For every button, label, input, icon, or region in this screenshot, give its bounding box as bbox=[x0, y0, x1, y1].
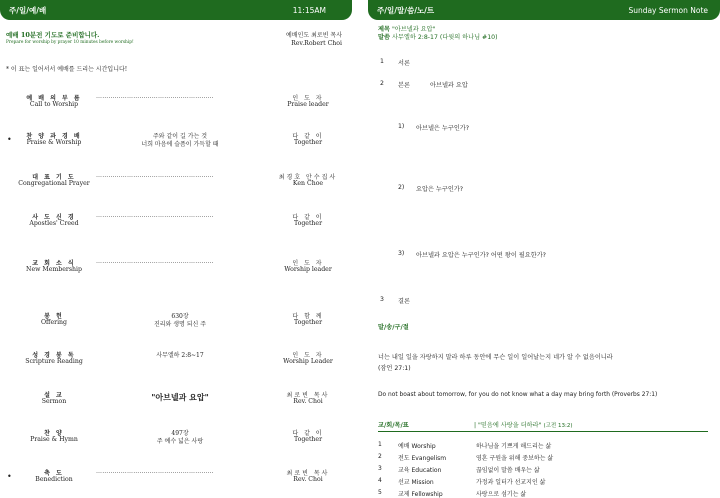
pastor-ko: 예배인도 최로빈 목사 bbox=[286, 32, 342, 39]
q1-text: 아브넬은 누구인가? bbox=[416, 125, 470, 132]
leader-en: Ken Choe bbox=[292, 180, 324, 187]
item-name-en: Benediction bbox=[35, 476, 73, 483]
leader-ko: 다 함 께 bbox=[292, 313, 324, 320]
order-row bbox=[0, 311, 352, 337]
intro-num: 1 bbox=[380, 58, 384, 65]
q2-text: 요압은 누구인가? bbox=[416, 186, 464, 193]
sermon-title: "아브넬과 요압" bbox=[391, 26, 436, 33]
goal-number: 1 bbox=[378, 441, 382, 448]
leader-dots: ………………………………………………… bbox=[96, 212, 214, 219]
title-label: 제목 bbox=[378, 26, 390, 33]
goal-description: 가정과 일터가 선교지인 삶 bbox=[476, 479, 546, 486]
sermon-note-page bbox=[368, 0, 720, 498]
standing-notice: * 이 표는 일어서서 예배를 드리는 시간입니다! bbox=[6, 66, 128, 73]
leader-en: Worship leader bbox=[284, 266, 332, 273]
note-title: 주/일/말/씀/노/트 bbox=[377, 6, 435, 15]
item-name-ko: 설 교 bbox=[44, 392, 64, 399]
leader-dots: ………………………………………………… bbox=[96, 468, 214, 475]
leader-en: Praise leader bbox=[287, 101, 329, 108]
item-name-ko: 찬 양 과 경 배 bbox=[26, 133, 82, 140]
leader-dots: ………………………………………………… bbox=[96, 172, 214, 179]
item-name-ko: 찬 양 bbox=[44, 430, 64, 437]
order-row bbox=[0, 212, 352, 238]
item-name-en: New Membership bbox=[26, 266, 82, 273]
body-num: 2 bbox=[380, 80, 384, 87]
item-detail-2: 너희 마음에 슬픔이 가득할 때 bbox=[141, 141, 219, 148]
order-row bbox=[0, 468, 352, 494]
item-name-ko: 사 도 신 경 bbox=[32, 214, 76, 221]
order-row bbox=[0, 350, 352, 376]
leader-ko: 최로빈 목사 bbox=[286, 392, 330, 399]
church-goals-divider bbox=[378, 431, 708, 432]
goal-name: 선교 Mission bbox=[398, 479, 434, 486]
item-name-ko: 교 회 소 식 bbox=[32, 260, 76, 267]
order-row bbox=[0, 172, 352, 198]
goal-number: 3 bbox=[378, 465, 382, 472]
standing-notice-text: 이 표는 일어서서 예배를 드리는 시간입니다! bbox=[10, 66, 128, 73]
church-motto-ref: (고전 13:2) bbox=[543, 423, 573, 429]
worship-title: 주/일/예/배 bbox=[9, 6, 47, 15]
leader-dots: ………………………………………………… bbox=[96, 258, 214, 265]
item-detail-1: 630장 bbox=[171, 313, 189, 320]
item-name-en: Scripture Reading bbox=[25, 358, 83, 365]
right-header-bar bbox=[368, 0, 720, 20]
goal-name: 전도 Evangelism bbox=[398, 455, 447, 462]
goal-name: 교육 Education bbox=[398, 467, 442, 474]
q1-num: 1) bbox=[398, 123, 405, 130]
item-detail-2: 주 예수 넓은 사랑 bbox=[156, 438, 204, 445]
church-goals-label: 교/회/목/표 bbox=[378, 422, 409, 429]
item-name-en: Call to Worship bbox=[29, 101, 79, 108]
leader-en: Rev. Choi bbox=[293, 476, 323, 483]
body-label: 본론 bbox=[398, 82, 410, 89]
worship-order-page bbox=[0, 0, 352, 498]
leader-en: Rev. Choi bbox=[293, 398, 323, 405]
item-name-en: Sermon bbox=[41, 398, 67, 405]
goal-number: 2 bbox=[378, 453, 382, 460]
leader-ko: 인 도 자 bbox=[292, 352, 324, 359]
intro-label: 서론 bbox=[398, 60, 410, 67]
goal-number: 5 bbox=[378, 489, 382, 496]
order-row bbox=[0, 428, 352, 454]
leader-ko: 인 도 자 bbox=[292, 260, 324, 267]
scripture-label: 말씀 bbox=[378, 34, 390, 41]
q2-num: 2) bbox=[398, 184, 405, 191]
memory-verse-ko-line2: (잠언 27:1) bbox=[378, 365, 411, 372]
item-name-en: Offering bbox=[40, 319, 67, 326]
item-name-en: Praise & Worship bbox=[26, 139, 82, 146]
q3-num: 3) bbox=[398, 250, 405, 257]
item-detail-2: 진리와 생명 되신 주 bbox=[153, 321, 207, 328]
pastor-en: Rev.Robert Choi bbox=[291, 40, 342, 47]
leader-ko: 다 같 이 bbox=[292, 214, 324, 221]
item-name-ko: 봉 헌 bbox=[44, 313, 64, 320]
leader-ko: 최경호 안수집사 bbox=[278, 174, 338, 181]
goal-name: 교제 Fellowship bbox=[398, 491, 443, 498]
leader-ko: 인 도 자 bbox=[292, 95, 324, 102]
item-name-ko: 예 배 의 부 름 bbox=[26, 95, 82, 102]
conclusion-num: 3 bbox=[380, 296, 384, 303]
goal-name: 예배 Worship bbox=[398, 443, 436, 450]
item-name-ko: 대 표 기 도 bbox=[32, 174, 76, 181]
leader-ko: 다 같 이 bbox=[292, 430, 324, 437]
standing-marker: • bbox=[7, 472, 12, 481]
goal-description: 사랑으로 섬기는 삶 bbox=[476, 491, 527, 498]
prep-subtitle: Prepare for worship by prayer 10 minutes before worship! bbox=[6, 40, 134, 45]
conclusion-label: 결론 bbox=[398, 298, 410, 305]
sermon-title: "아브넬과 요압" bbox=[151, 392, 209, 402]
memory-verse-ko-line1: 너는 내일 일을 자랑하지 말라 하루 동안에 무슨 일이 일어날는지 네가 알 수 없음이니라 bbox=[378, 354, 613, 361]
leader-dots: ………………………………………………… bbox=[96, 93, 214, 100]
goal-description: 끊임없이 말씀 배우는 삶 bbox=[476, 467, 540, 474]
note-subtitle: Sunday Sermon Note bbox=[628, 6, 708, 15]
scripture-value: 사무엘하 2:8-17 (다윗의 하나님 #10) bbox=[391, 34, 498, 41]
leader-ko: 다 같 이 bbox=[292, 133, 324, 140]
item-name-en: Congregational Prayer bbox=[18, 180, 90, 187]
memory-verse-label: 말/송/구/절 bbox=[378, 324, 409, 331]
item-name-en: Apostles' Creed bbox=[29, 220, 79, 227]
leader-en: Together bbox=[293, 319, 323, 326]
body-sub: 아브넬과 요압 bbox=[430, 82, 468, 89]
left-header-bar bbox=[0, 0, 352, 20]
standing-marker: • bbox=[7, 135, 12, 144]
item-name-en: Praise & Hymn bbox=[30, 436, 78, 443]
memory-verse-en: Do not boast about tomorrow, for you do not know what a day may bring forth (Proverbs 27:1) bbox=[378, 392, 658, 398]
order-row bbox=[0, 258, 352, 284]
goal-number: 4 bbox=[378, 477, 382, 484]
item-detail-1: 주와 같이 길 가는 것 bbox=[153, 133, 207, 140]
item-detail-1: 497장 bbox=[171, 430, 189, 437]
order-row bbox=[0, 93, 352, 119]
order-row bbox=[0, 390, 352, 416]
item-name-ko: 성 경 봉 독 bbox=[32, 352, 76, 359]
goal-description: 영혼 구원을 위해 중보하는 삶 bbox=[476, 455, 554, 462]
leader-ko: 최로빈 목사 bbox=[286, 470, 330, 477]
q3-text: 아브넬과 요압은 누구인가? 어떤 왕이 필요한가? bbox=[416, 252, 546, 259]
leader-en: Together bbox=[293, 139, 323, 146]
prep-title: 예배 10분전 기도로 준비합니다. bbox=[6, 31, 100, 39]
worship-time: 11:15AM bbox=[292, 6, 326, 15]
church-motto: | "믿음에 사랑을 더하라" bbox=[474, 422, 542, 429]
leader-en: Worship Leader bbox=[283, 358, 333, 365]
leader-en: Together bbox=[293, 220, 323, 227]
goal-description: 하나님을 기쁘게 해드리는 삶 bbox=[476, 443, 552, 450]
item-detail-1: 사무엘하 2:8~17 bbox=[156, 352, 204, 359]
leader-en: Together bbox=[293, 436, 323, 443]
order-row bbox=[0, 131, 352, 157]
item-name-ko: 축 도 bbox=[44, 470, 64, 477]
